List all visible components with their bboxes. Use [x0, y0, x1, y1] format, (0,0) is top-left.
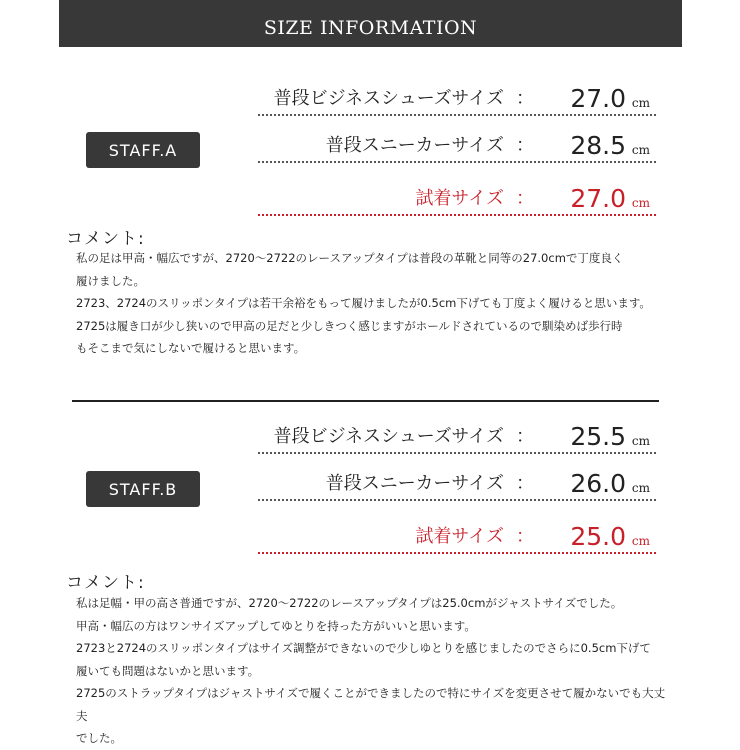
size-value: 26.0 — [570, 469, 626, 498]
comment-line: もそこまで気にしないで履けると思います。 — [76, 341, 306, 355]
size-value: 28.5 — [570, 131, 626, 160]
size-unit: cm — [631, 143, 650, 157]
size-colon: ： — [516, 526, 534, 547]
size-colon: ： — [516, 135, 534, 156]
header-title: SIZE INFORMATION — [263, 16, 478, 39]
size-value: 27.0 — [570, 184, 626, 213]
staff-a-comment-heading: コメント: — [66, 229, 145, 249]
comment-line: 2723と2724のスリッポンタイプはサイズ調整ができないので少しゆとりを感じましたのでさらに0.5cm下げて — [76, 641, 651, 655]
size-label-text: 試着サイズ — [415, 188, 504, 209]
staff-a-sneaker-size-row — [258, 127, 656, 163]
size-colon: ： — [516, 473, 534, 494]
size-label-text: 普段ビジネスシューズサイズ — [273, 426, 504, 447]
size-value: 25.5 — [570, 422, 626, 451]
comment-line: 履けました。 — [76, 273, 145, 288]
size-value: 27.0 — [570, 84, 626, 113]
staff-b-comment-heading: コメント: — [66, 573, 145, 593]
size-label-text: 試着サイズ — [415, 526, 504, 547]
size-information-header — [59, 0, 682, 47]
staff-b-badge: STAFF.B — [86, 471, 200, 507]
size-label — [415, 184, 534, 210]
size-colon: ： — [516, 426, 534, 447]
size-unit: cm — [631, 434, 650, 448]
comment-line: 2725は履き口が少し狭いので甲高の足だと少しきつく感じますがホールドされているので馴染めば歩行時 — [76, 318, 623, 333]
staff-b-sneaker-size-row — [258, 465, 656, 501]
staff-a-badge: STAFF.A — [86, 132, 200, 168]
size-unit: cm — [631, 534, 650, 548]
size-label-text: 普段ビジネスシューズサイズ — [273, 88, 504, 109]
staff-a-fitting-size-row — [258, 180, 656, 216]
size-label — [326, 469, 534, 495]
staff-b-fitting-size-row — [258, 518, 656, 554]
size-colon: ： — [516, 188, 534, 209]
section-divider — [72, 400, 659, 402]
comment-line: 2725のストラップタイプはジャストサイズで履くことができましたので特にサイズを変更させて履かないでも大丈夫 — [76, 686, 666, 723]
size-unit: cm — [631, 196, 650, 210]
size-label — [274, 422, 534, 448]
size-label — [274, 84, 534, 110]
comment-line: 2723、2724のスリッポンタイプは若干余裕をもって履けましたが0.5cm下げても丁度よく履けると思います。 — [76, 296, 651, 310]
comment-line: でした。 — [76, 731, 122, 745]
comment-line: 履いても問題はないかと思います。 — [76, 663, 260, 678]
staff-a-comment-body — [76, 247, 676, 360]
size-label-text: 普段スニーカーサイズ — [325, 473, 504, 494]
comment-line: 甲高・幅広の方はワンサイズアップしてゆとりを持った方がいいと思います。 — [76, 618, 476, 633]
size-label-text: 普段スニーカーサイズ — [325, 135, 504, 156]
staff-b-comment-body — [76, 592, 676, 750]
staff-a-business-size-row — [258, 80, 656, 116]
size-label — [415, 522, 534, 548]
size-unit: cm — [631, 481, 650, 495]
comment-line: 私は足幅・甲の高さ普通ですが、2720～2722のレースアップタイプは25.0cmがジャストサイズでした。 — [76, 596, 623, 610]
size-value: 25.0 — [570, 522, 626, 551]
comment-line: 私の足は甲高・幅広ですが、2720～2722のレースアップタイプは普段の革靴と同等の27.0cmで丁度良く — [76, 251, 624, 265]
size-unit: cm — [631, 96, 650, 110]
size-colon: ： — [516, 88, 534, 109]
staff-b-business-size-row — [258, 418, 656, 454]
size-label — [326, 131, 534, 157]
